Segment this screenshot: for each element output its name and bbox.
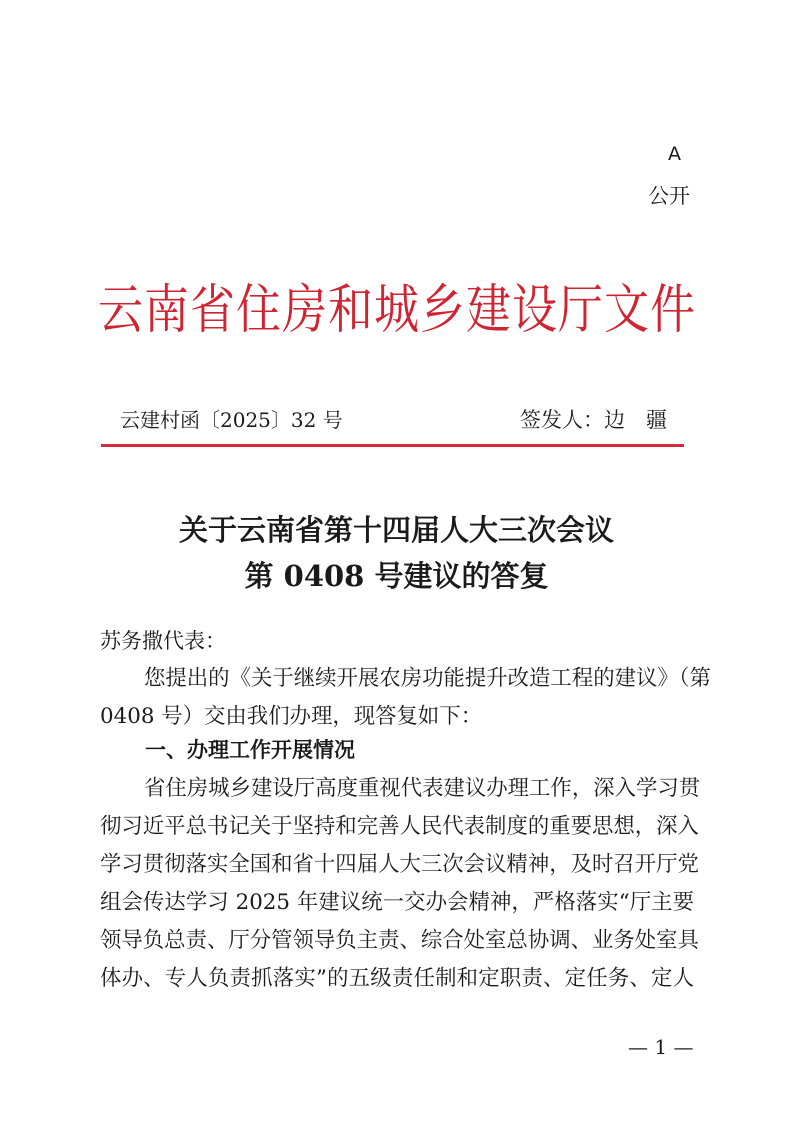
- paragraph-line: 彻习近平总书记关于坚持和完善人民代表制度的重要思想，深入: [100, 814, 699, 839]
- red-divider-rule: [101, 444, 684, 447]
- paragraph-line: 省住房城乡建设厅高度重视代表建议办理工作，深入学习贯: [144, 776, 701, 801]
- classification-openness: 公开: [648, 184, 690, 208]
- signer: 签发人：边 疆: [520, 408, 667, 432]
- classification-grade: A: [668, 143, 681, 165]
- paragraph-intro: [100, 660, 711, 736]
- paragraph-line: 学习贯彻落实全国和省十四届人大三次会议精神，及时召开厅党: [100, 852, 699, 877]
- salutation: 苏务撒代表：: [100, 629, 226, 653]
- document-header-title: 云南省住房和城乡建设厅文件: [97, 277, 696, 341]
- section-heading: 一、办理工作开展情况: [145, 738, 355, 762]
- document-title-line-1: 关于云南省第十四届人大三次会议: [178, 513, 614, 547]
- paragraph-body: [100, 770, 701, 998]
- paragraph-line: 您提出的《关于继续开展农房功能提升改造工程的建议》（第: [144, 666, 711, 691]
- page-number: — 1 —: [628, 1035, 694, 1059]
- document-title-line-2: 第 0408 号建议的答复: [244, 559, 549, 593]
- paragraph-line: 组会传达学习 2025 年建议统一交办会精神，严格落实“厅主要: [100, 890, 694, 915]
- document-number: 云建村函〔2025〕32 号: [120, 408, 343, 432]
- paragraph-line: 体办、专人负责抓落实”的五级责任制和定职责、定任务、定人: [100, 966, 694, 991]
- paragraph-line: 0408 号）交由我们办理，现答复如下：: [100, 704, 483, 729]
- paragraph-line: 领导负总责、厅分管领导负主责、综合处室总协调、业务处室具: [100, 928, 699, 953]
